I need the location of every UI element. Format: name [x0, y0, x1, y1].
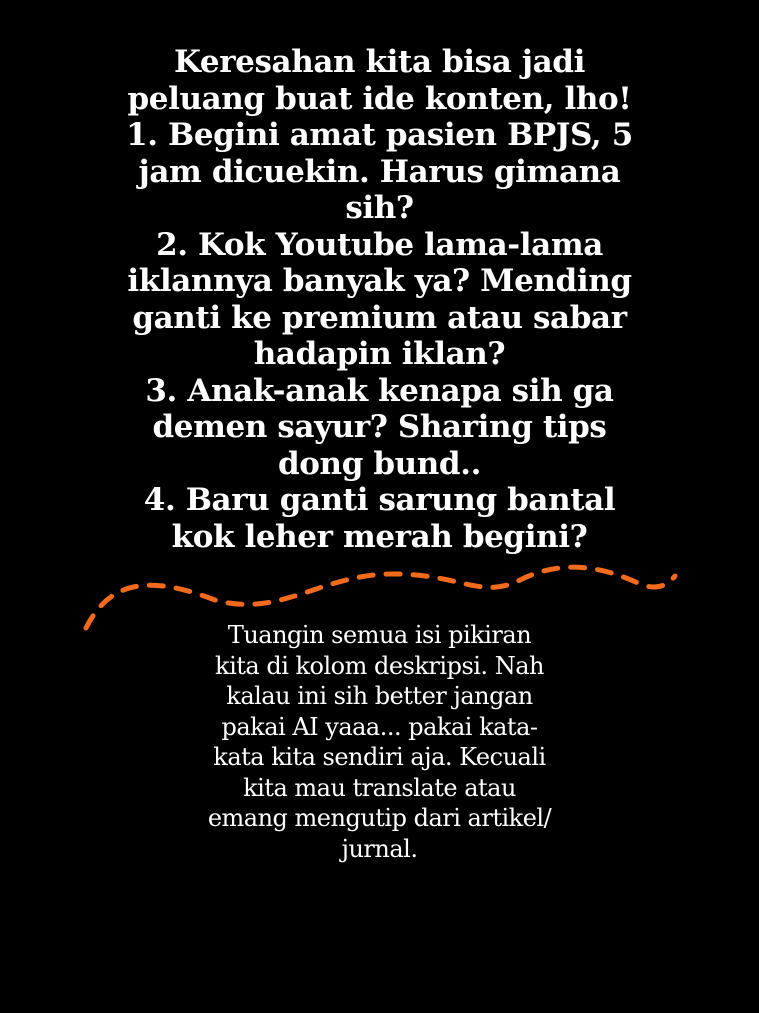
body-text	[0, 620, 759, 864]
headline-line: demen sayur? Sharing tips	[152, 409, 607, 445]
headline-line: sih?	[345, 190, 414, 226]
body-line: Tuangin semua isi pikiran	[227, 621, 532, 649]
headline-line: iklannya banyak ya? Mending	[127, 263, 632, 299]
headline-line: hadapin iklan?	[253, 336, 506, 372]
headline-line: jam dicuekin. Harus gimana	[138, 153, 621, 190]
headline-line: 2. Kok Youtube lama-lama	[156, 226, 603, 263]
body-line: kalau ini sih better jangan	[226, 682, 533, 710]
headline-line: 4. Baru ganti sarung bantal	[143, 482, 616, 518]
headline-line: ganti ke premium atau sabar	[132, 299, 627, 336]
body-line: emang mengutip dari artikel/	[207, 804, 552, 832]
body-line: kita di kolom deskripsi. Nah	[215, 651, 544, 680]
body-line: jurnal.	[341, 834, 418, 863]
body-line: pakai AI yaaa... pakai kata-	[221, 712, 538, 741]
headline-line: Keresahan kita bisa jadi	[174, 44, 585, 80]
headline	[0, 44, 759, 555]
headline-line: peluang buat ide konten, lho!	[127, 80, 632, 117]
headline-line: kok leher merah begini?	[171, 518, 588, 555]
headline-line: dong bund..	[278, 445, 481, 482]
headline-line: 1. Begini amat pasien BPJS, 5	[126, 117, 633, 153]
body-line: kita mau translate atau	[243, 773, 516, 802]
dashed-wave-path	[86, 567, 675, 628]
body-line: kata kita sendiri aja. Kecuali	[213, 743, 546, 771]
headline-line: 3. Anak-anak kenapa sih ga	[145, 372, 614, 409]
